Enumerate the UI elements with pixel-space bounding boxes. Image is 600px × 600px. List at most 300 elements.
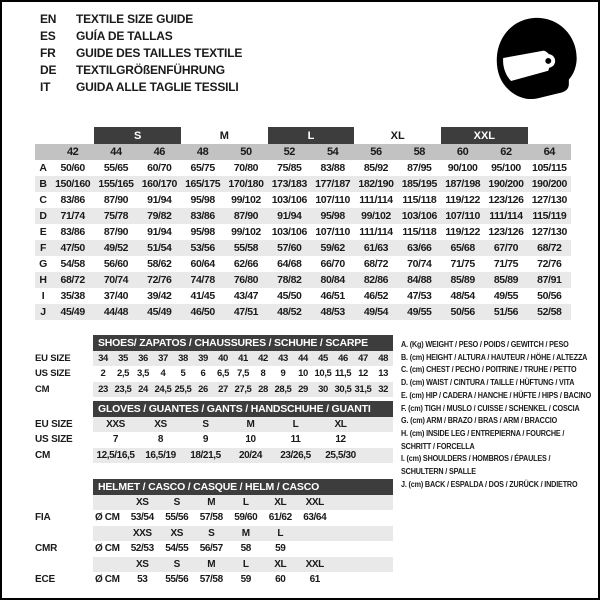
size-value-cell: M [228,417,273,433]
size-value-cell: M [194,557,229,573]
measurement-row [35,160,571,176]
section-title-bar: GLOVES / GUANTES / GANTS / HANDSCHUHE / GUANTI [93,401,393,417]
size-value-cell: 107/110 [315,194,350,206]
guide-title: TEXTILGRÖßENFÜHRUNG [76,63,225,77]
size-value-cell: 49/54 [354,304,397,320]
helmet-size-table [35,479,393,588]
size-column-header: 62 [484,144,527,160]
size-value-cell: 46/50 [181,304,224,320]
size-value-cell: 44 [293,351,313,367]
size-value-cell: 107/110 [315,226,350,238]
size-value-cell: 72/76 [537,258,562,270]
size-value-cell: 24,5 [153,382,173,398]
size-value-cell: 111/114 [359,194,393,206]
size-value-cell: 44/48 [94,304,137,320]
size-value-cell: 75/85 [277,162,302,174]
size-value-cell: 3,5 [136,368,149,380]
measurement-legend [401,338,594,490]
size-value-cell: 67/70 [484,240,527,256]
size-value-cell: 36 [133,351,153,367]
size-value-cell: XXL [298,495,333,511]
measurement-row-label: I [41,290,45,302]
size-value-cell: 72/76 [138,272,181,288]
size-value-cell: 8 [260,368,266,380]
size-value-cell: 74/78 [181,272,224,288]
language-row [40,79,242,96]
size-value-cell: 170/180 [224,176,267,192]
size-group-header: XXL [441,127,528,144]
size-value-cell: 35/38 [60,290,85,302]
size-value-cell: 60 [275,574,286,586]
size-value-cell: L [273,417,318,433]
size-value-cell: 91/94 [147,226,172,238]
size-value-cell: 105/115 [532,162,567,174]
legend-item: B. (cm) HEIGHT / ALTURA / HAUTEUR / HÖHE / ALTEZZA [401,351,588,362]
size-value-cell: 55/56 [165,574,189,586]
size-value-cell: 150/160 [51,176,94,192]
size-value-cell: 53 [137,574,148,586]
size-value-cell: 40 [213,351,233,367]
gloves-size-table [35,401,393,463]
size-value-cell: 23,5 [113,382,133,398]
size-value-cell: 16,5/19 [138,448,183,464]
language-row [40,11,242,28]
legend-item: E. (cm) HIP / CADERA / HANCHE / HÜFTE / HIPS / BACINO [401,389,592,400]
size-value-cell: 99/102 [354,208,397,224]
size-value-cell: 165/175 [181,176,224,192]
size-value-cell: 70/80 [233,162,259,174]
size-value-cell: 83/86 [181,208,224,224]
size-value-cell: 47/50 [51,240,94,256]
size-value-cell: 50/56 [537,290,562,302]
size-value-cell: 7 [112,434,119,446]
size-value-cell: 20/24 [228,448,273,464]
size-value-cell: S [160,557,195,573]
legend-item: H. (cm) INSIDE LEG / ENTREPIERNA / FOURCHE / SCHRITT / FORCELLA [401,427,565,451]
corner-cell [35,144,51,160]
measurement-row [35,304,571,320]
guide-title: TEXTILE SIZE GUIDE [76,12,194,26]
size-value-cell: XS [125,557,160,573]
size-row [35,351,393,367]
guide-title: GUIDE DES TAILLES TEXTILE [76,46,243,60]
size-value-cell: 10,5 [314,368,332,380]
size-group-header: XL [390,129,405,142]
size-value-cell: 35 [113,351,133,367]
measurement-row-label: B [35,176,51,192]
measurement-row-label: D [35,208,51,224]
size-value-cell: 95/98 [311,208,354,224]
size-value-cell: 61 [309,574,320,586]
size-value-cell: 49/55 [398,304,441,320]
row-label: CMR [35,543,58,555]
language-code: ES [40,29,56,43]
size-value-cell: 2,5 [116,368,129,380]
racing-helmet-icon [488,10,586,108]
row-label [35,557,93,573]
legend-item: A. (Kg) WEIGHT / PESO / POIDS / GEWITCH / PESO [401,339,569,349]
size-value-cell: 61/63 [354,240,397,256]
size-value-cell: 54/58 [60,258,85,270]
size-group-header [528,127,571,144]
size-value-cell: 115/118 [402,226,437,238]
size-value-cell: 61/62 [268,512,292,524]
size-value-cell: 32 [373,382,393,398]
size-value-cell [332,510,393,526]
size-value-cell: 7,5 [236,368,249,380]
legend-item: I. (cm) SHOULDERS / HOMBROS / ÉPAULES / SCHULTERN / SPALLE [401,453,551,477]
size-value-cell: 65/68 [441,240,484,256]
size-value-cell: 56/57 [199,543,223,555]
size-value-cell: 95/98 [190,226,215,238]
racing-helmet-icon [488,10,586,108]
size-value-cell: 8 [157,434,164,446]
measurement-row [35,288,571,304]
size-value-cell: 65/75 [190,162,215,174]
size-value-cell [363,432,393,448]
size-value-cell: 48/53 [311,304,354,320]
language-row [40,62,242,79]
size-value-cell: 59/62 [311,240,354,256]
size-value-cell: 12 [358,368,368,380]
size-row [35,366,393,382]
size-value-cell: XL [263,495,298,511]
size-column-header: 46 [138,144,181,160]
row-label [35,495,93,511]
section-title-bar: SHOES/ ZAPATOS / CHAUSSURES / SCHUHE / SCARPE [93,335,393,351]
size-value-cell: 78/82 [268,272,311,288]
size-value-cell: 119/122 [445,226,480,238]
size-value-cell: 27,5 [233,382,253,398]
size-value-cell: 127/130 [531,226,567,238]
size-value-cell: 6,5 [216,368,229,380]
size-value-cell: 111/114 [484,208,527,224]
size-value-cell: 41 [233,351,253,367]
size-row [35,526,393,542]
margin-cell [35,335,93,351]
measurement-row-label: E [39,226,47,238]
size-value-cell: 71/75 [493,258,519,270]
size-value-cell: 83/86 [60,226,85,238]
measurement-row-label: H [35,272,51,288]
size-value-cell: 51/54 [138,240,181,256]
textile-size-table [35,127,571,320]
size-value-cell: 85/89 [484,272,527,288]
size-value-cell: 30,5 [333,382,353,398]
size-value-cell: 45/50 [277,290,302,302]
size-row [35,541,393,557]
size-value-cell: 47/53 [407,290,432,302]
measurement-row-label: C [39,194,47,206]
size-value-cell: 28,5 [273,382,293,398]
size-value-cell: 34 [93,351,113,367]
measurement-row [35,272,571,288]
size-value-cell: 63/64 [303,512,327,524]
size-group-header: M [219,129,229,142]
size-value-cell: 13 [378,368,388,380]
size-value-cell: 68/72 [51,272,94,288]
size-value-cell: 58 [240,543,251,555]
size-value-cell: 56/60 [103,258,129,270]
size-value-cell: 38 [173,351,193,367]
measurement-row [35,192,571,208]
size-row [35,448,393,464]
size-value-cell: 31,5 [353,382,373,398]
size-value-cell: 119/122 [445,194,480,206]
size-value-cell: 49/52 [94,240,137,256]
size-value-cell: 28 [253,382,273,398]
size-value-cell: 60/70 [147,162,172,174]
size-value-cell: 55/65 [103,162,129,174]
size-value-cell: 70/74 [94,272,137,288]
size-value-cell: 173/183 [268,176,311,192]
size-value-cell: 115/119 [528,208,571,224]
legend-item: J. (cm) BACK / ESPALDA / DOS / ZURÜCK / INDIETRO [401,478,578,489]
size-value-cell: 26 [193,382,213,398]
size-value-cell: 185/195 [398,176,441,192]
size-value-cell: 79/82 [138,208,181,224]
size-value-cell: 177/187 [311,176,354,192]
size-value-cell: 10 [298,368,308,380]
size-value-cell: 12 [335,434,346,446]
size-value-cell: 127/130 [531,194,567,206]
size-value-cell: 9 [202,434,209,446]
size-value-cell: 25,5/30 [318,448,363,464]
size-value-cell: S [194,526,229,542]
size-value-cell: 42 [253,351,273,367]
size-row [35,572,393,588]
size-value-cell: S [183,417,228,433]
size-value-cell: 47 [353,351,373,367]
size-value-cell [332,572,393,588]
size-value-cell: XXL [298,557,333,573]
size-value-cell: 2 [100,368,106,380]
language-row [40,45,242,62]
measurement-row [35,224,571,240]
size-value-cell: 87/90 [224,208,267,224]
row-label: FIA [35,512,51,524]
size-value-cell: 27 [213,382,233,398]
size-value-cell: 155/165 [94,176,137,192]
measurement-row-label: A [39,162,47,174]
size-value-cell: 59/60 [234,512,258,524]
size-row [35,557,393,573]
size-value-cell: 187/198 [441,176,484,192]
size-group-header [51,127,94,144]
size-row [35,495,393,511]
size-column-header: 42 [51,144,94,160]
size-value-cell: 62/66 [233,258,259,270]
language-code: IT [40,80,51,94]
size-value-cell [363,448,393,464]
size-value-cell: 59 [275,543,286,555]
size-value-cell: 103/106 [271,226,307,238]
size-value-cell: 45/49 [138,304,181,320]
size-value-cell: 66/70 [320,258,345,270]
size-value-cell: 190/200 [484,176,527,192]
size-value-cell: XS [125,495,160,511]
size-value-cell: 11,5 [334,368,352,380]
size-value-cell: 90/100 [447,162,478,174]
size-value-cell: 4 [160,368,166,380]
size-value-cell: 48/52 [268,304,311,320]
size-value-cell: 51/56 [484,304,527,320]
size-value-cell [332,495,393,511]
size-value-cell: 29 [293,382,313,398]
shoes-size-table [35,335,393,397]
size-value-cell: 87/95 [407,162,432,174]
size-value-cell: 52/58 [528,304,571,320]
size-value-cell: 83/86 [60,194,85,206]
size-value-cell: XL [318,417,363,433]
measurement-row-label: F [35,240,51,256]
size-value-cell: M [229,526,264,542]
size-value-cell: 190/200 [528,176,571,192]
size-value-cell: 99/102 [231,226,261,238]
size-value-cell: 111/114 [359,226,393,238]
measurement-row-label: G [39,258,47,270]
guide-title: GUIDA ALLE TAGLIE TESSILI [76,80,239,94]
size-value-cell [298,541,333,557]
language-code: DE [40,63,57,77]
size-value-cell [363,417,393,433]
size-value-cell: 50/56 [441,304,484,320]
size-value-cell: 50/60 [60,162,85,174]
size-value-cell: 24 [133,382,153,398]
legend-item: F. (cm) TIGH / MUSLO / CUISSE / SCHENKEL / COSCIA [401,402,580,413]
size-value-cell: 48/54 [450,290,475,302]
size-value-cell [332,557,393,573]
size-value-cell: 39 [193,351,213,367]
size-value-cell: 75/78 [94,208,137,224]
size-value-cell: XS [160,526,195,542]
size-column-header: 52 [268,144,311,160]
size-value-cell: L [263,526,298,542]
row-label: US SIZE [35,434,73,446]
size-value-cell: 53/56 [181,240,224,256]
size-row [35,417,393,433]
size-value-cell: S [160,495,195,511]
margin-cell [35,401,93,417]
size-value-cell [93,495,125,511]
size-column-header: 64 [528,144,571,160]
size-value-cell [332,526,393,542]
legend-item: C. (cm) CHEST / PECHO / POITRINE / TRUHE / PETTO [401,364,577,375]
size-value-cell: 23 [93,382,113,398]
size-value-cell: 54/55 [165,543,189,555]
size-value-cell: 85/92 [363,162,389,174]
guide-title: GUÍA DE TALLAS [76,29,173,43]
size-value-cell: 115/118 [402,194,437,206]
size-value-cell: 59 [240,574,251,586]
size-value-cell: 70/74 [407,258,432,270]
size-value-cell: 60/64 [190,258,215,270]
size-row [35,382,393,398]
language-code: EN [40,12,57,26]
size-value-cell [332,541,393,557]
size-value-cell: 18/21,5 [183,448,228,464]
size-value-cell: 48 [373,351,393,367]
language-row [40,28,242,45]
row-label: CM [35,449,51,461]
size-value-cell: 71/74 [51,208,94,224]
size-value-cell: 83/88 [320,162,345,174]
size-value-cell: 5 [180,368,186,380]
size-value-cell: 46/51 [320,290,345,302]
size-value-cell: 103/106 [398,208,441,224]
size-value-cell: 43/47 [233,290,259,302]
size-value-cell: 58/62 [147,258,172,270]
size-value-cell: 87/90 [103,194,129,206]
size-value-cell: 63/66 [398,240,441,256]
size-value-cell: 91/94 [147,194,172,206]
size-value-cell: 6 [200,368,206,380]
size-value-cell: 123/126 [488,226,524,238]
size-column-header: 58 [398,144,441,160]
size-value-cell: Ø CM [95,512,120,524]
size-value-cell: 25,5 [173,382,193,398]
size-group-header: L [268,127,355,144]
size-value-cell: 55/58 [224,240,267,256]
size-column-header: 60 [441,144,484,160]
size-value-cell: L [229,495,264,511]
size-value-cell: XXS [125,526,160,542]
size-value-cell: XS [138,417,183,433]
size-column-header: 56 [354,144,397,160]
size-value-cell: 23/26,5 [273,448,318,464]
size-value-cell: 87/91 [528,272,571,288]
size-value-cell: 123/126 [488,194,524,206]
size-row [35,432,393,448]
size-value-cell [93,526,125,542]
size-value-cell: 84/88 [398,272,441,288]
size-value-cell: 11 [290,434,301,446]
size-value-cell: Ø CM [95,574,120,586]
size-value-cell: 68/72 [528,240,571,256]
size-value-cell: 10 [245,434,256,446]
size-value-cell: 41/45 [190,290,215,302]
size-value-cell: 12,5/16,5 [93,448,138,464]
size-value-cell: 57/58 [199,512,223,524]
size-value-cell: 47/51 [224,304,267,320]
language-code: FR [40,46,56,60]
size-value-cell: 82/86 [354,272,397,288]
size-value-cell: 182/190 [354,176,397,192]
size-value-cell: 46 [333,351,353,367]
size-value-cell: 99/102 [231,194,261,206]
size-value-cell: 87/90 [103,226,129,238]
size-value-cell: XL [263,557,298,573]
measurement-row-label: J [35,304,51,320]
size-group-header: S [94,127,181,144]
row-label: CM [35,383,50,395]
size-value-cell: 45 [313,351,333,367]
measurement-row [35,256,571,272]
measurement-row [35,208,571,224]
size-column-header: 50 [224,144,267,160]
legend-item: G. (cm) ARM / BRAZO / BRAS / ARM / BRACCIO [401,415,558,426]
row-label: EU SIZE [35,418,73,430]
size-column-header: 44 [94,144,137,160]
size-value-cell: 52/53 [130,543,154,555]
size-value-cell: 55/56 [165,512,189,524]
legend-item: D. (cm) WAIST / CINTURA / TAILLE / HÜFTUNG / VITA [401,377,575,388]
size-value-cell: 53/54 [130,512,154,524]
size-column-header: 54 [311,144,354,160]
size-value-cell: 37/40 [103,290,129,302]
size-value-cell: 76/80 [224,272,267,288]
size-value-cell: 160/170 [138,176,181,192]
